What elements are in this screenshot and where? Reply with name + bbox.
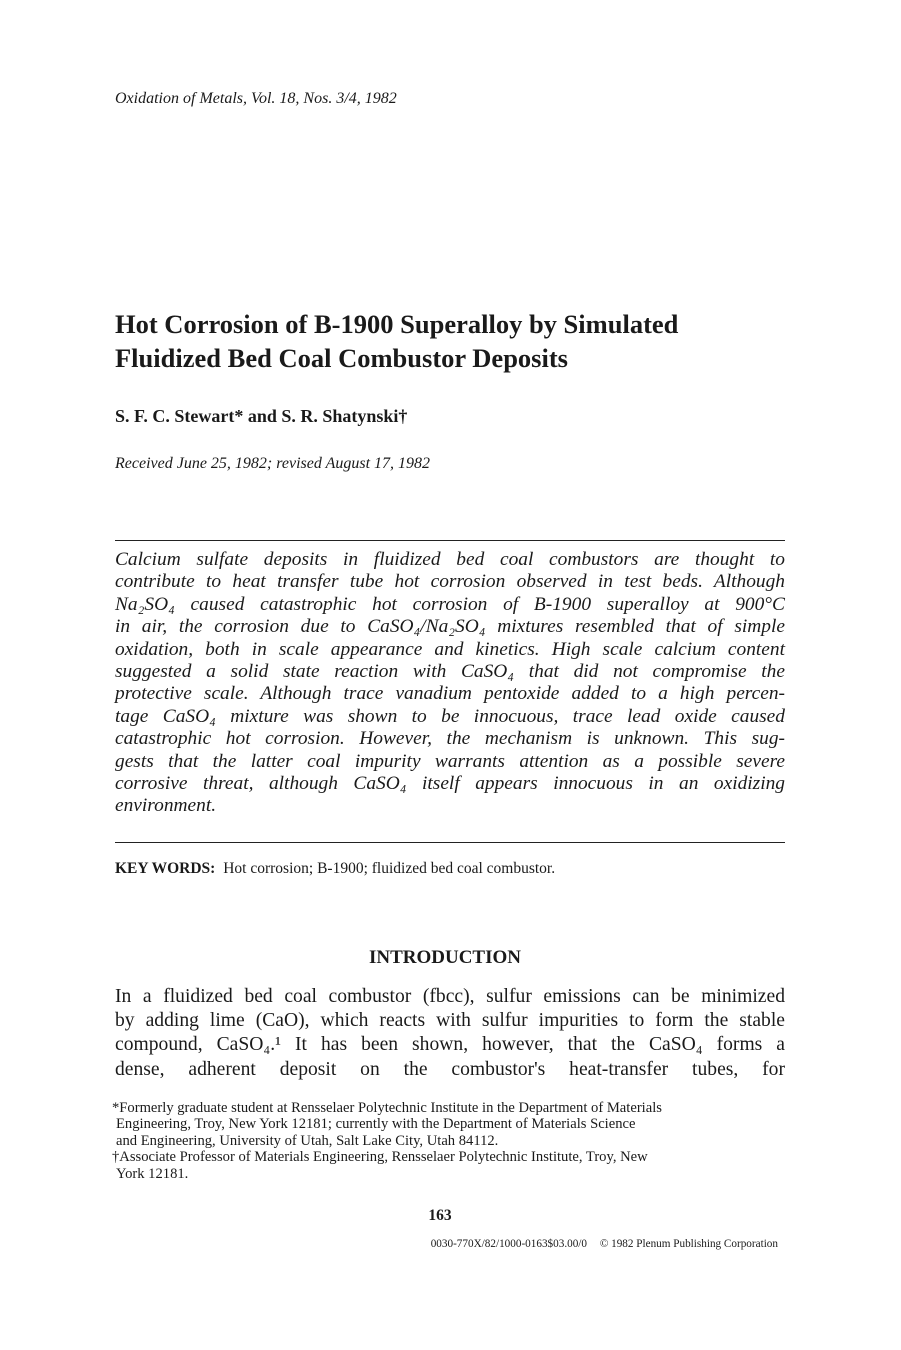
journal-citation: Oxidation of Metals, Vol. 18, Nos. 3/4, 1982	[115, 90, 397, 107]
title-line: Fluidized Bed Coal Combustor Deposits	[115, 343, 568, 373]
abstract-top-rule	[115, 540, 785, 541]
footnote-line: York 12181.	[116, 1165, 189, 1182]
copyright-line	[431, 1238, 778, 1250]
footnote-line: *Formerly graduate student at Rensselaer Polytechnic Institute in the Department of Materials	[112, 1100, 662, 1116]
footnote-line: Engineering, Troy, New York 12181; currently with the Department of Materials Science	[116, 1116, 636, 1133]
page-number: 163	[428, 1207, 452, 1224]
footnote-line: and Engineering, University of Utah, Salt Lake City, Utah 84112.	[116, 1132, 499, 1149]
abstract	[115, 549, 785, 818]
issn-code: 0030-770X/82/1000-0163$03.00/0	[430, 1238, 588, 1250]
abstract-line: oxidation, both in scale appearance and kinetics. High scale calcium content	[115, 638, 785, 660]
body-line: dense, adherent deposit on the combustor's heat-transfer tubes, for	[115, 1058, 785, 1080]
article-title	[115, 307, 815, 375]
footnote-author-1	[112, 1100, 787, 1149]
abstract-line: gests that the latter coal impurity warrants attention as a possible severe	[115, 750, 785, 772]
footnotes	[112, 1100, 787, 1182]
abstract-line: environment.	[115, 795, 217, 817]
abstract-line: suggested a solid state reaction with CaSO₄ that did not compromise the	[115, 661, 785, 683]
keywords-text: Hot corrosion; B-1900; fluidized bed coal combustor.	[223, 860, 556, 877]
abstract-line: tage CaSO₄ mixture was shown to be innocuous, trace lead oxide caused	[115, 705, 785, 727]
abstract-line: Na₂SO₄ caused catastrophic hot corrosion of B-1900 superalloy at 900°C	[115, 593, 785, 615]
body-line: In a fluidized bed coal combustor (fbcc), sulfur emissions can be minimized	[115, 986, 785, 1007]
footnote-line: †Associate Professor of Materials Engineering, Rensselaer Polytechnic Institute, Troy, New	[112, 1149, 648, 1166]
copyright-notice: © 1982 Plenum Publishing Corporation	[599, 1238, 778, 1250]
section-heading: INTRODUCTION	[368, 947, 522, 968]
abstract-line: Calcium sulfate deposits in fluidized bed coal combustors are thought to	[115, 549, 785, 570]
title-line: Hot Corrosion of B-1900 Superalloy by Simulated	[115, 309, 679, 339]
keywords-label: KEY WORDS:	[115, 860, 216, 877]
abstract-line: in air, the corrosion due to CaSO₄/Na₂SO₄ mixtures resembled that of simple	[115, 616, 785, 638]
received-dates: Received June 25, 1982; revised August 17, 1982	[115, 455, 431, 472]
abstract-line: contribute to heat transfer tube hot corrosion observed in test beds. Although	[115, 571, 785, 593]
introduction-text	[115, 985, 785, 1082]
keywords	[115, 860, 555, 878]
abstract-bottom-rule	[115, 842, 785, 843]
abstract-line: corrosive threat, although CaSO₄ itself appears innocuous in an oxidizing	[115, 773, 785, 795]
abstract-line: protective scale. Although trace vanadium pentoxide added to a high percen-	[115, 683, 785, 705]
abstract-line: catastrophic hot corrosion. However, the mechanism is unknown. This sug-	[115, 728, 785, 750]
body-line: by adding lime (CaO), which reacts with sulfur impurities to form the stable	[115, 1010, 785, 1032]
body-line: compound, CaSO₄.¹ It has been shown, however, that the CaSO₄ forms a	[115, 1034, 785, 1056]
author-list: S. F. C. Stewart* and S. R. Shatynski†	[115, 406, 408, 426]
footnote-author-2	[112, 1149, 787, 1182]
